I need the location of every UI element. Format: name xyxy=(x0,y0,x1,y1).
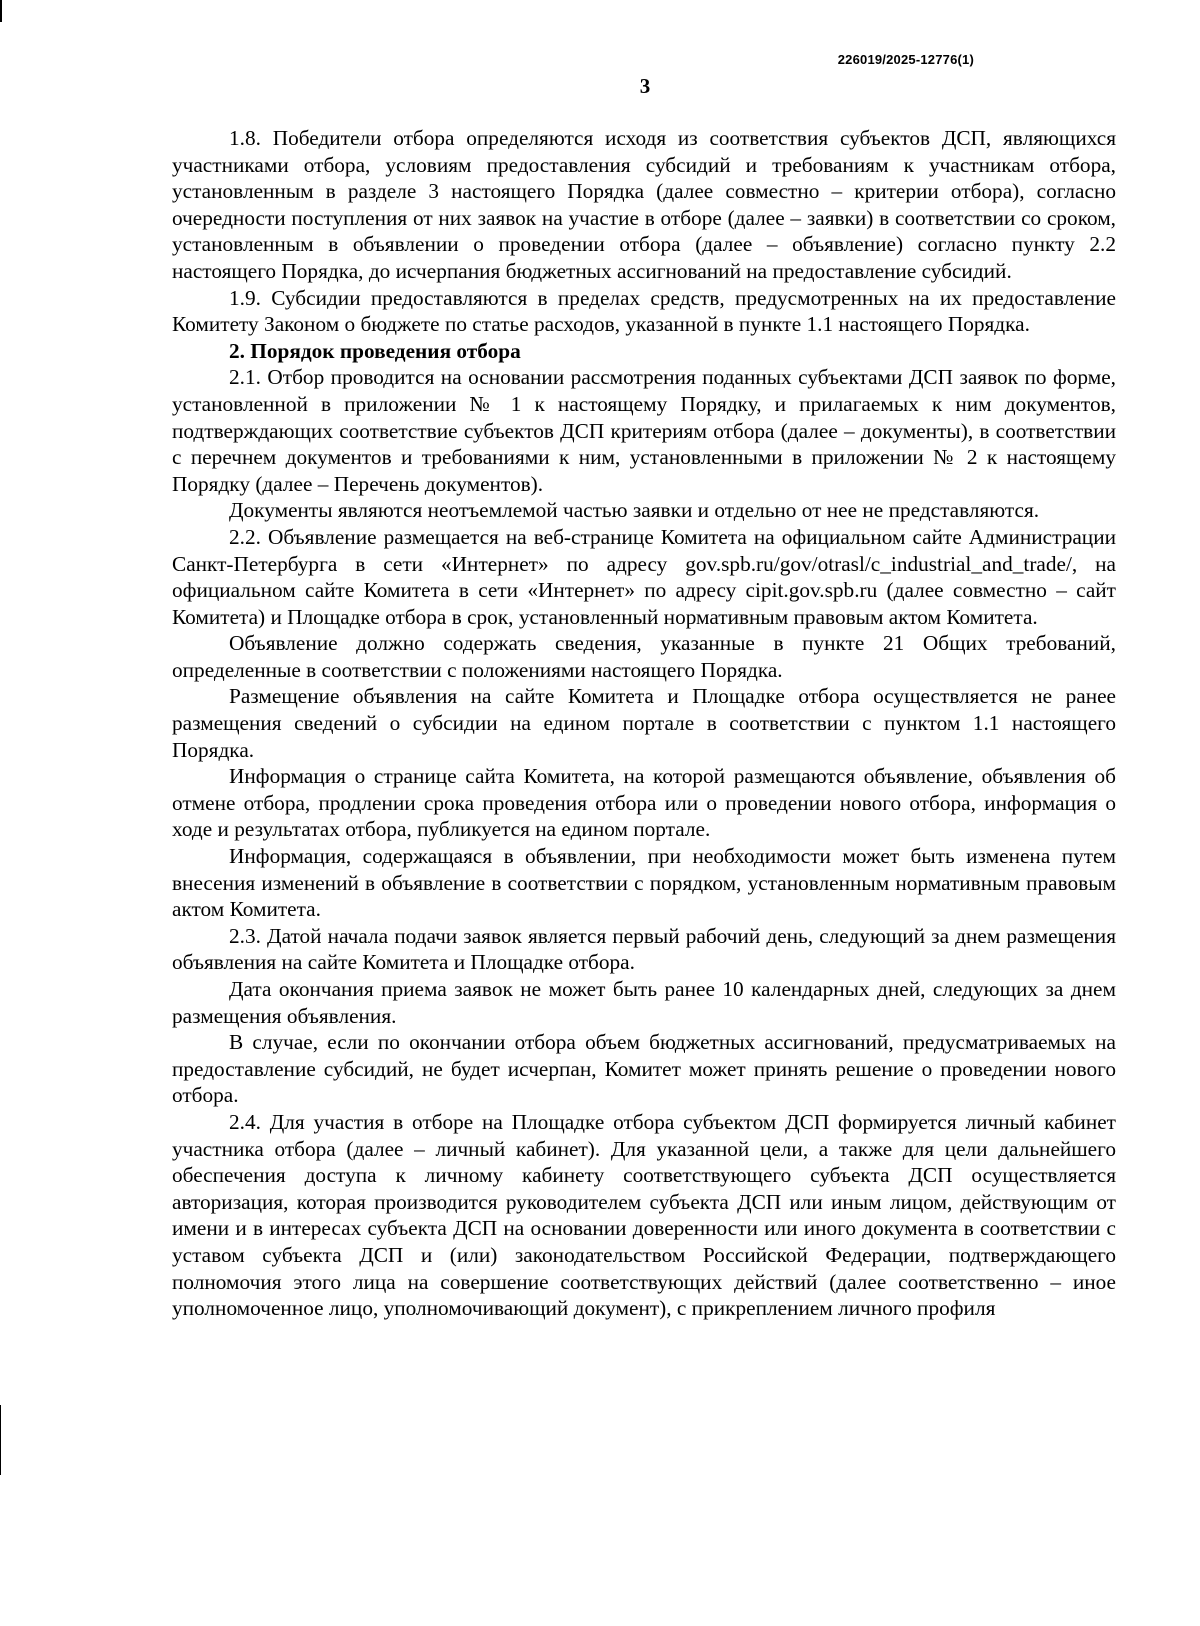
paragraph-2-2: 2.2. Объявление размещается на веб-странице Комитета на официальном сайте Администрации Санкт-Петербурга в сети «Интернет» по адресу gov.spb.ru/gov/otrasl/c_industrial_and_trade/, на официальном сайте Комитета в сети «Интернет» по адресу cipit.gov.spb.ru (далее совместно – сайт Комитета) и Площадке отбора в срок, установленный нормативным правовым актом Комитета. xyxy=(172,524,1116,629)
paragraph-2-3-new-selection: В случае, если по окончании отбора объем бюджетных ассигнований, предусматриваемых на предоставление субсидий, не будет исчерпан, Комитет может принять решение о проведении нового отбора. xyxy=(172,1030,1116,1108)
paragraph-2-1: 2.1. Отбор проводится на основании рассмотрения поданных субъектами ДСП заявок по форме, установленной в приложении № 1 к настоящему Порядку, и прилагаемых к ним документов, подтверждающих соответствие субъектов ДСП критериям отбора (далее – документы), в соответствии с перечнем документов и требованиями к ним, установленными в приложении № 2 к настоящему Порядку (далее – Перечень документов). xyxy=(172,365,1116,496)
scan-edge-mark-bottom xyxy=(0,1405,1,1475)
paragraph-2-4: 2.4. Для участия в отборе на Площадке отбора субъектом ДСП формируется личный кабинет участника отбора (далее – личный кабинет). Для указанной цели, а также для цели дальнейшего обеспечения доступа к личному кабинету соответствующего субъекта ДСП осуществляется авторизация, которая производится руководителем субъекта ДСП или иным лицом, действующим от имени и в интересах субъекта ДСП на основании доверенности или иного документа в соответствии с уставом субъекта ДСП и (или) законодательством Российской Федерации, подтверждающего полномочия этого лица на совершение соответствующих действий (далее соответственно – иное уполномоченное лицо, уполномочивающий документ), с прикреплением личного профиля xyxy=(172,1109,1116,1321)
paragraph-2-2-information: Информация о странице сайта Комитета, на которой размещаются объявление, объявления об отмене отбора, продлении срока проведения отбора или о проведении нового отбора, информация о ходе и результатах отбора, публикуется на едином портале. xyxy=(172,764,1116,842)
document-registration-number: 226019/2025-12776(1) xyxy=(837,52,974,67)
section-2-title: 2. Порядок проведения отбора xyxy=(229,338,521,363)
page-number: 3 xyxy=(639,74,651,98)
paragraph-2-2-changes: Информация, содержащаяся в объявлении, при необходимости может быть изменена путем внесения изменений в объявление в соответствии с порядком, установленным нормативным правовым актом Комитета. xyxy=(172,844,1116,922)
paragraph-1-8: 1.8. Победители отбора определяются исходя из соответствия субъектов ДСП, являющихся участниками отбора, условиям предоставления субсидий и требованиям к участникам отбора, установленным в разделе 3 настоящего Порядка (далее совместно – критерии отбора), согласно очередности поступления от них заявок на участие в отборе (далее – заявки) в соответствии со сроком, установленным в объявлении о проведении отбора (далее – объявление) согласно пункту 2.2 настоящего Порядка, до исчерпания бюджетных ассигнований на предоставление субсидий. xyxy=(172,126,1116,283)
document-body xyxy=(172,125,1116,1322)
paragraph-2-2-announcement-content: Объявление должно содержать сведения, указанные в пункте 21 Общих требований, определенные в соответствии с положениями настоящего Порядка. xyxy=(172,631,1116,682)
paragraph-2-3-deadline: Дата окончания приема заявок не может быть ранее 10 календарных дней, следующих за днем размещения объявления. xyxy=(172,977,1116,1028)
scan-edge-mark-top xyxy=(0,0,2,22)
paragraph-2-2-placement: Размещение объявления на сайте Комитета и Площадке отбора осуществляется не ранее размещения сведений о субсидии на едином портале в соответствии с пунктом 1.1 настоящего Порядка. xyxy=(172,684,1116,762)
paragraph-2-3: 2.3. Датой начала подачи заявок является первый рабочий день, следующий за днем размещения объявления на сайте Комитета и Площадке отбора. xyxy=(172,923,1116,975)
paragraph-1-9: 1.9. Субсидии предоставляются в пределах средств, предусмотренных на их предоставление Комитету Законом о бюджете по статье расходов, указанной в пункте 1.1 настоящего Порядка. xyxy=(172,285,1116,337)
paragraph-2-1-documents: Документы являются неотъемлемой частью заявки и отдельно от нее не представляются. xyxy=(229,498,1040,523)
